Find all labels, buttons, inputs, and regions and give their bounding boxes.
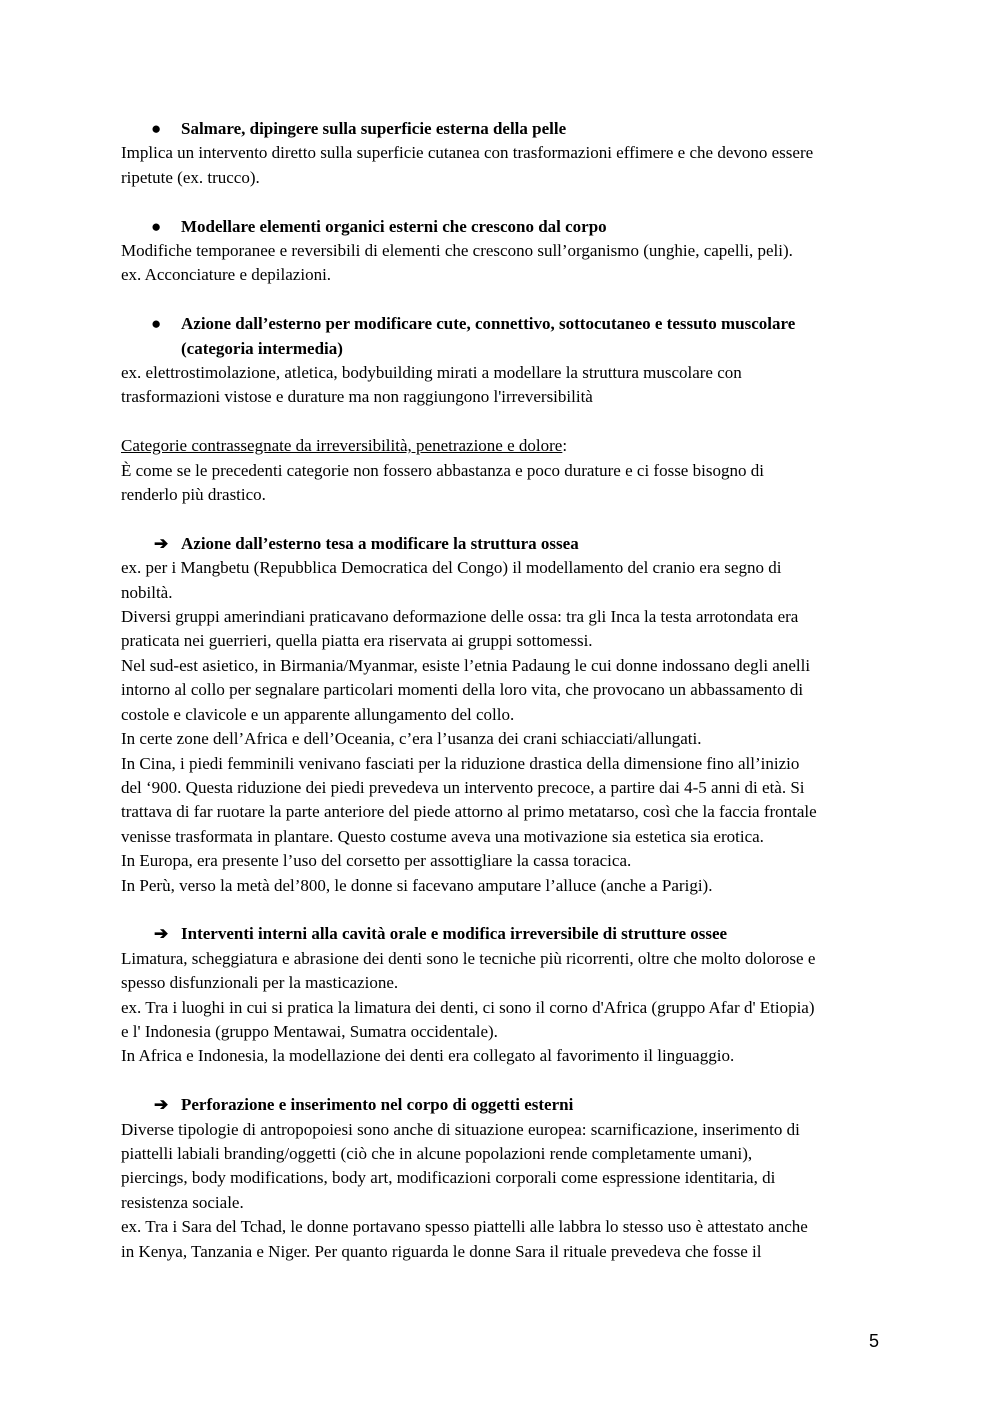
bullet-icon: ● [151, 216, 162, 236]
paragraph-line: ex. Tra i luoghi in cui si pratica la limatura dei denti, ci sono il corno d'Africa (gruppo Afar d' Etiopia) [121, 997, 815, 1017]
blank-line [121, 1069, 891, 1093]
underlined-subtitle: Categorie contrassegnate da irreversibilità, penetrazione e dolore [121, 436, 563, 456]
paragraph-line: intorno al collo per segnalare particolari momenti della loro vita, che provocano un abbassamento di [121, 680, 804, 700]
section-heading-modellare [121, 215, 891, 239]
section-heading-cavita-orale [121, 922, 891, 946]
paragraph-line: costole e clavicole e un apparente allungamento del collo. [121, 704, 515, 724]
category-intro [121, 434, 891, 458]
section-heading-struttura-ossea [121, 532, 891, 556]
paragraph-line: e l' Indonesia (gruppo Mentawai, Sumatra occidentale). [121, 1021, 498, 1041]
paragraph-line: resistenza sociale. [121, 1192, 244, 1212]
page-number: 5 [868, 1331, 879, 1351]
paragraph-line: Implica un intervento diretto sulla superficie cutanea con trasformazioni effimere e che devono essere [121, 143, 814, 163]
blank-line [121, 190, 891, 214]
paragraph-line: Diversi gruppi amerindiani praticavano deformazione delle ossa: tra gli Inca la testa arrotondata era [121, 607, 799, 627]
paragraph-line: ex. per i Mangbetu (Repubblica Democratica del Congo) il modellamento del cranio era segno di [121, 558, 782, 578]
paragraph-line: ripetute (ex. trucco). [121, 167, 260, 187]
paragraph-line: piercings, body modifications, body art, modificazioni corporali come espressione identitaria, di [121, 1168, 776, 1188]
paragraph-line: In Perù, verso la metà del’800, le donne si facevano amputare l’alluce (anche a Parigi). [121, 875, 713, 895]
blank-line [121, 288, 891, 312]
paragraph-line: praticata nei guerrieri, quella piatta era riservata ai gruppi sottomessi. [121, 631, 593, 651]
arrow-right-icon: ➔ [154, 924, 169, 944]
heading-text-line: (categoria intermedia) [181, 338, 343, 358]
blank-line [121, 898, 891, 922]
heading-text: Perforazione e inserimento nel corpo di oggetti esterni [181, 1095, 574, 1115]
blank-line [121, 410, 891, 434]
paragraph-line: piattelli labiali branding/oggetti (ciò che in alcune popolazioni rende completamente umani), [121, 1143, 753, 1163]
heading-text: Azione dall’esterno tesa a modificare la struttura ossea [181, 533, 579, 553]
paragraph-line: Diverse tipologie di antropopoiesi sono anche di situazione europea: scarnificazione, inserimento di [121, 1119, 800, 1139]
bullet-icon: ● [151, 314, 162, 334]
document-body [121, 117, 891, 1264]
paragraph-line: del ‘900. Questa riduzione dei piedi prevedeva un intervento precoce, a partire dai 4-5 anni di età. Si [121, 777, 805, 797]
subtitle-colon: : [562, 436, 568, 456]
paragraph-line: spesso disfunzionali per la masticazione. [121, 973, 399, 993]
paragraph-line: renderlo più drastico. [121, 485, 266, 505]
paragraph-line: In certe zone dell’Africa e dell’Oceania, c’era l’usanza dei crani schiacciati/allungati. [121, 729, 702, 749]
section-heading-salmare [121, 117, 891, 141]
paragraph-line: trattava di far ruotare la parte anteriore del piede attorno al primo metatarso, così che la faccia frontale [121, 802, 817, 822]
paragraph-line: trasformazioni vistose e durature ma non raggiungono l'irreversibilità [121, 387, 593, 407]
paragraph-line: Nel sud-est asietico, in Birmania/Myanmar, esiste l’etnia Padaung le cui donne indossano degli anelli [121, 655, 811, 675]
bullet-icon: ● [151, 119, 162, 138]
paragraph-line: ex. Acconciature e depilazioni. [121, 265, 332, 285]
section-heading-perforazione [121, 1093, 891, 1117]
heading-text: Interventi interni alla cavità orale e modifica irreversibile di strutture ossee [181, 924, 728, 944]
paragraph-line: In Cina, i piedi femminili venivano fasciati per la riduzione drastica della dimensione fino all’inizio [121, 753, 800, 773]
blank-line [121, 507, 891, 531]
heading-text-line: Azione dall’esterno per modificare cute, connettivo, sottocutaneo e tessuto muscolare [181, 314, 796, 334]
paragraph-line: nobiltà. [121, 582, 173, 602]
section-heading-azione-cute [121, 312, 891, 361]
paragraph-line: ex. Tra i Sara del Tchad, le donne portavano spesso piattelli alle labbra lo stesso uso è attestato anche [121, 1217, 808, 1237]
paragraph-line: In Europa, era presente l’uso del corsetto per assottigliare la cassa toracica. [121, 851, 632, 871]
paragraph-line: ex. elettrostimolazione, atletica, bodybuilding mirati a modellare la struttura muscolare con [121, 363, 742, 383]
heading-text: Salmare, dipingere sulla superficie esterna della pelle [181, 119, 567, 138]
paragraph-line: in Kenya, Tanzania e Niger. Per quanto riguarda le donne Sara il rituale prevedeva che fosse il [121, 1241, 762, 1261]
paragraph-line: Limatura, scheggiatura e abrasione dei denti sono le tecniche più ricorrenti, oltre che molto dolorose e [121, 948, 816, 968]
paragraph-line: È come se le precedenti categorie non fossero abbastanza e poco durature e ci fosse bisogno di [121, 460, 764, 480]
paragraph-line: Modifiche temporanee e reversibili di elementi che crescono sull’organismo (unghie, capelli, peli). [121, 241, 793, 261]
paragraph-line: In Africa e Indonesia, la modellazione dei denti era collegato al favorimento il linguaggio. [121, 1046, 735, 1066]
heading-text: Modellare elementi organici esterni che crescono dal corpo [181, 216, 607, 236]
arrow-right-icon: ➔ [154, 1095, 169, 1115]
paragraph-line: venisse trasformata in plantare. Questo costume aveva una motivazione sia estetica sia erotica. [121, 826, 764, 846]
arrow-right-icon: ➔ [154, 533, 169, 553]
